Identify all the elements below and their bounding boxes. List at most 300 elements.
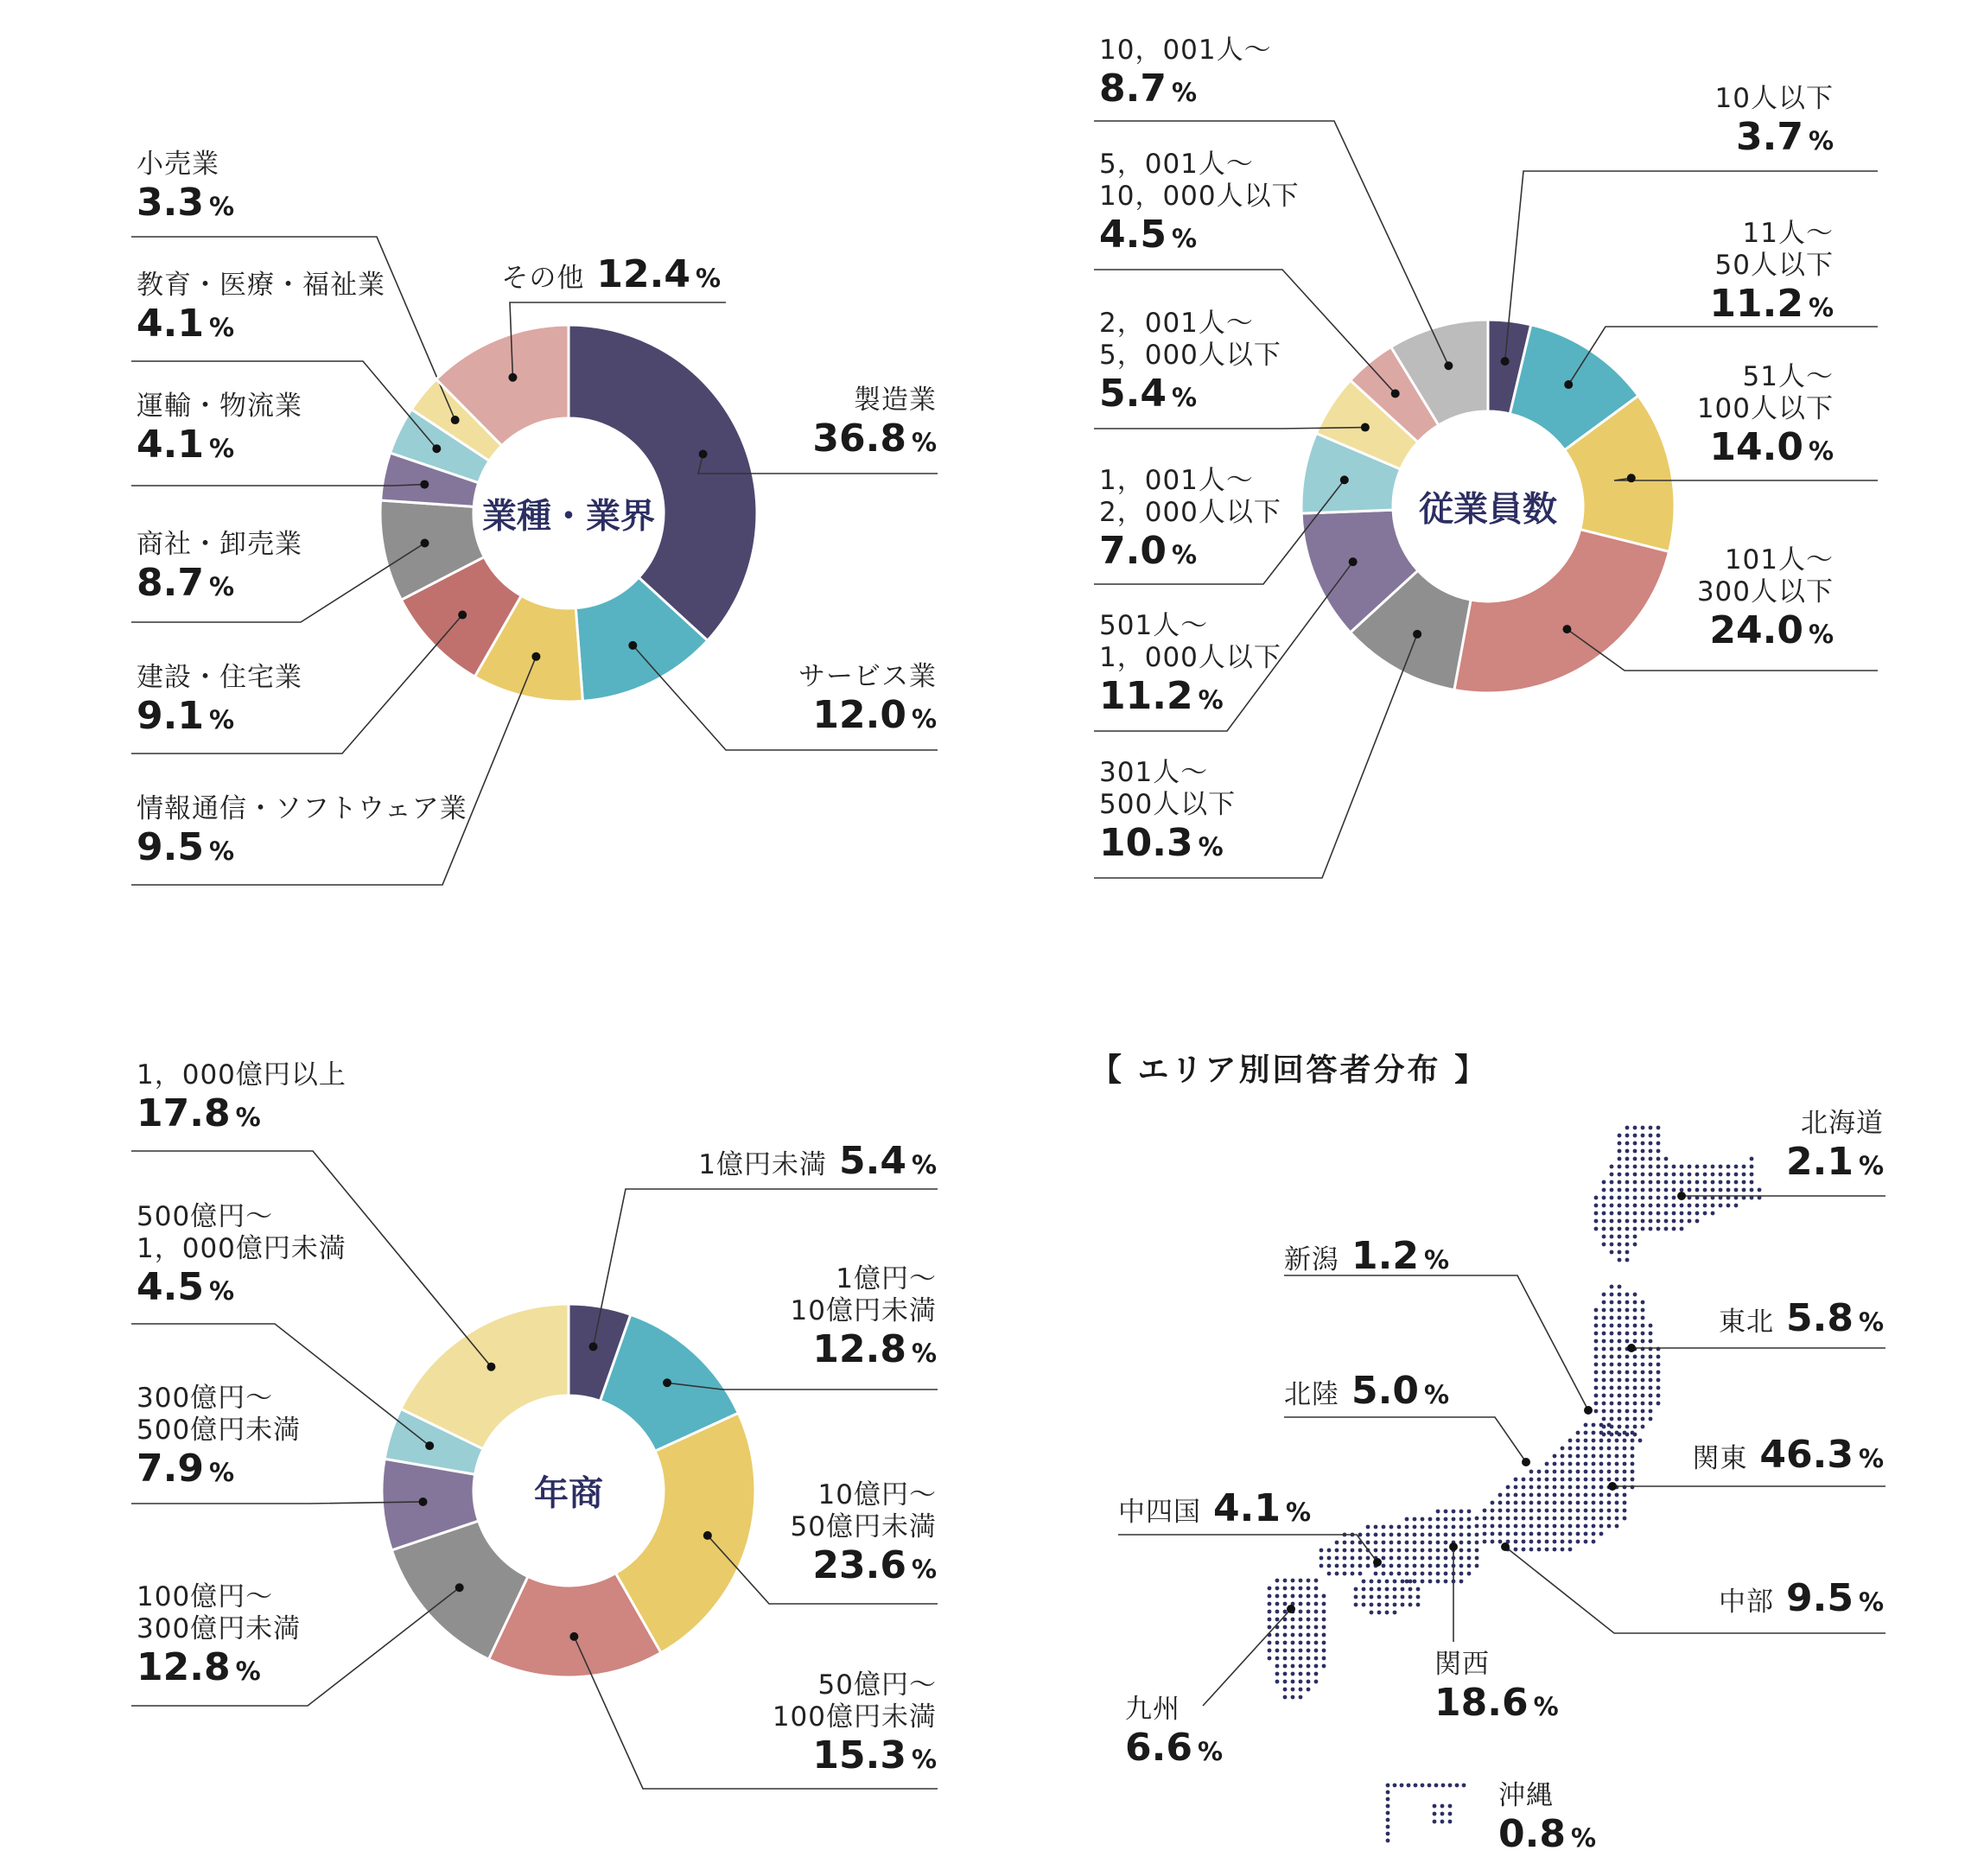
map-dot bbox=[1672, 1204, 1676, 1208]
map-dot bbox=[1545, 1462, 1549, 1466]
map-dot bbox=[1610, 1324, 1614, 1328]
map-dot bbox=[1459, 1510, 1464, 1514]
leader-dot bbox=[703, 1531, 712, 1540]
map-dot bbox=[1703, 1211, 1707, 1216]
map-dot bbox=[1351, 1556, 1355, 1561]
map-dot bbox=[1522, 1509, 1526, 1513]
segment-category: その他 bbox=[501, 263, 585, 294]
map-dot bbox=[1291, 1672, 1295, 1676]
map-dot bbox=[1335, 1548, 1339, 1553]
segment-category: 情報通信・ソフトウェア業 bbox=[137, 793, 467, 824]
map-dot bbox=[1506, 1485, 1510, 1490]
map-dot bbox=[1592, 1462, 1596, 1466]
map-dot bbox=[1657, 1134, 1661, 1138]
map-dot bbox=[1314, 1664, 1319, 1669]
map-dot bbox=[1633, 1126, 1637, 1130]
segment-label bbox=[137, 793, 467, 871]
map-dot bbox=[1742, 1188, 1746, 1192]
map-dot bbox=[1561, 1532, 1565, 1536]
map-dot bbox=[1314, 1618, 1319, 1622]
segment-label bbox=[812, 385, 937, 462]
map-dot bbox=[1553, 1485, 1557, 1490]
map-dot bbox=[1545, 1524, 1549, 1529]
map-dot bbox=[1362, 1587, 1366, 1592]
map-dot bbox=[1522, 1548, 1526, 1552]
map-dot bbox=[1615, 1501, 1619, 1505]
map-dot bbox=[1327, 1548, 1332, 1553]
map-dot bbox=[1672, 1188, 1676, 1192]
leader-dot bbox=[508, 373, 517, 382]
leader-line bbox=[131, 485, 424, 486]
map-dot bbox=[1268, 1610, 1272, 1614]
map-dot bbox=[1299, 1672, 1303, 1676]
map-dot bbox=[1607, 1423, 1612, 1428]
segment-label bbox=[137, 662, 302, 740]
map-dot bbox=[1397, 1572, 1402, 1576]
map-dot bbox=[1680, 1227, 1684, 1231]
map-dot bbox=[1657, 1149, 1661, 1154]
map-dot bbox=[1319, 1548, 1324, 1553]
map-dot bbox=[1475, 1517, 1479, 1521]
map-dot bbox=[1649, 1339, 1653, 1344]
map-dot bbox=[1602, 1332, 1606, 1336]
map-dot bbox=[1568, 1478, 1573, 1482]
map-dot bbox=[1618, 1243, 1622, 1247]
map-dot bbox=[1633, 1141, 1637, 1146]
map-dot bbox=[1319, 1556, 1324, 1561]
map-dot bbox=[1594, 1394, 1599, 1398]
segment-label bbox=[1099, 35, 1272, 112]
map-dot bbox=[1695, 1211, 1700, 1216]
map-dot bbox=[1397, 1564, 1402, 1568]
leader-dot bbox=[1391, 389, 1400, 397]
map-dot bbox=[1428, 1533, 1433, 1537]
segment-category: 500億円～ 1，000億円未満 bbox=[137, 1201, 347, 1265]
segment-category: 商社・卸売業 bbox=[137, 529, 302, 560]
leader-dot bbox=[486, 1363, 495, 1371]
map-dot bbox=[1351, 1564, 1355, 1568]
map-dot bbox=[1584, 1532, 1588, 1536]
map-dot bbox=[1695, 1204, 1700, 1208]
map-dot bbox=[1553, 1478, 1557, 1482]
map-dot bbox=[1649, 1402, 1653, 1406]
map-dot bbox=[1576, 1493, 1580, 1498]
region-label bbox=[1498, 1780, 1596, 1858]
map-dot bbox=[1625, 1386, 1630, 1390]
map-dot bbox=[1393, 1603, 1397, 1607]
map-dot bbox=[1734, 1204, 1739, 1208]
donut-center-title: 従業員数 bbox=[1419, 489, 1557, 530]
map-dot bbox=[1594, 1196, 1599, 1200]
map-dot bbox=[1649, 1204, 1653, 1208]
map-dot bbox=[1343, 1541, 1347, 1545]
map-dot bbox=[1314, 1602, 1319, 1606]
leader-dot bbox=[420, 480, 429, 489]
map-dot bbox=[1695, 1219, 1700, 1224]
map-dot bbox=[1275, 1649, 1280, 1653]
map-dot bbox=[1602, 1394, 1606, 1398]
map-dot bbox=[1607, 1517, 1612, 1521]
map-dot bbox=[1649, 1332, 1653, 1336]
map-dot bbox=[1599, 1423, 1604, 1428]
map-dot bbox=[1657, 1394, 1661, 1398]
map-dot bbox=[1576, 1532, 1580, 1536]
map-dot bbox=[1615, 1454, 1619, 1459]
map-dot bbox=[1275, 1641, 1280, 1645]
map-dot bbox=[1688, 1165, 1692, 1169]
map-dot bbox=[1307, 1594, 1311, 1599]
leader-dot bbox=[1349, 557, 1358, 566]
map-dot bbox=[1664, 1188, 1669, 1192]
map-dot bbox=[1358, 1548, 1363, 1553]
map-dot bbox=[1641, 1386, 1645, 1390]
map-dot bbox=[1607, 1431, 1612, 1435]
leader-dot bbox=[531, 652, 540, 661]
map-dot bbox=[1638, 1439, 1643, 1443]
map-dot bbox=[1607, 1501, 1612, 1505]
map-dot bbox=[1657, 1204, 1661, 1208]
map-dot bbox=[1322, 1641, 1326, 1645]
map-dot bbox=[1633, 1355, 1637, 1359]
segment-label bbox=[791, 1479, 937, 1589]
map-dot bbox=[1602, 1355, 1606, 1359]
map-dot bbox=[1592, 1439, 1596, 1443]
map-dot bbox=[1584, 1439, 1588, 1443]
map-dot bbox=[1641, 1378, 1645, 1383]
segment-category: 301人～ 500人以下 bbox=[1099, 757, 1237, 821]
map-dot bbox=[1641, 1339, 1645, 1344]
map-dot bbox=[1618, 1332, 1622, 1336]
map-dot bbox=[1314, 1649, 1319, 1653]
map-dot bbox=[1354, 1595, 1358, 1599]
map-dot bbox=[1641, 1211, 1645, 1216]
map-dot bbox=[1584, 1493, 1588, 1498]
map-dot bbox=[1491, 1532, 1495, 1536]
map-dot bbox=[1615, 1478, 1619, 1482]
map-dot bbox=[1299, 1610, 1303, 1614]
map-dot bbox=[1491, 1524, 1495, 1529]
map-dot bbox=[1291, 1594, 1295, 1599]
map-dot bbox=[1389, 1525, 1394, 1529]
map-dot bbox=[1615, 1470, 1619, 1474]
map-dot bbox=[1584, 1485, 1588, 1490]
segment-label bbox=[137, 1201, 347, 1311]
map-dot bbox=[1618, 1417, 1622, 1421]
map-dot bbox=[1610, 1173, 1614, 1177]
map-dot bbox=[1610, 1180, 1614, 1185]
map-dot bbox=[1529, 1517, 1534, 1521]
segment-value: 23.6 % bbox=[812, 1543, 937, 1588]
map-dot bbox=[1625, 1211, 1630, 1216]
region-name: 中四国 bbox=[1118, 1497, 1201, 1528]
map-dot bbox=[1374, 1533, 1378, 1537]
map-dot bbox=[1711, 1180, 1715, 1185]
map-dot bbox=[1275, 1610, 1280, 1614]
segment-category: 100億円～ 300億円未満 bbox=[137, 1581, 302, 1645]
region-label bbox=[1284, 1369, 1449, 1415]
map-dot bbox=[1703, 1204, 1707, 1208]
map-dot bbox=[1592, 1524, 1596, 1529]
map-dot bbox=[1703, 1188, 1707, 1192]
map-dot bbox=[1268, 1587, 1272, 1591]
map-dot bbox=[1625, 1339, 1630, 1344]
leader-dot bbox=[589, 1342, 598, 1351]
map-dot bbox=[1529, 1493, 1534, 1498]
segment-label bbox=[1709, 218, 1834, 328]
map-dot bbox=[1618, 1204, 1622, 1208]
map-dot bbox=[1649, 1141, 1653, 1146]
map-dot bbox=[1625, 1363, 1630, 1367]
map-dot bbox=[1576, 1501, 1580, 1505]
map-dot bbox=[1283, 1579, 1288, 1583]
map-dot bbox=[1370, 1587, 1374, 1592]
map-dot bbox=[1657, 1157, 1661, 1161]
map-dot bbox=[1615, 1509, 1619, 1513]
map-dot bbox=[1584, 1470, 1588, 1474]
map-dot bbox=[1283, 1594, 1288, 1599]
map-dot bbox=[1680, 1204, 1684, 1208]
map-dot bbox=[1618, 1300, 1622, 1305]
segment-label bbox=[501, 252, 721, 298]
map-dot bbox=[1385, 1587, 1389, 1592]
map-dot bbox=[1351, 1541, 1355, 1545]
segment-category: 50億円～ 100億円未満 bbox=[772, 1669, 937, 1733]
map-dot bbox=[1633, 1188, 1637, 1192]
map-dot bbox=[1382, 1541, 1386, 1545]
map-dot bbox=[1537, 1548, 1542, 1552]
map-dot bbox=[1602, 1243, 1606, 1247]
map-dot bbox=[1498, 1509, 1503, 1513]
segment-category: 10，001人～ bbox=[1099, 35, 1272, 66]
map-dot bbox=[1483, 1540, 1487, 1544]
map-dot bbox=[1393, 1784, 1397, 1788]
map-dot bbox=[1405, 1556, 1409, 1561]
map-dot bbox=[1625, 1165, 1630, 1169]
map-dot bbox=[1594, 1363, 1599, 1367]
map-dot bbox=[1514, 1493, 1518, 1498]
map-dot bbox=[1358, 1572, 1363, 1576]
map-dot bbox=[1618, 1293, 1622, 1297]
map-dot bbox=[1625, 1409, 1630, 1414]
map-dot bbox=[1436, 1556, 1440, 1561]
segment-label bbox=[773, 1669, 937, 1779]
segment-value: 11.2 % bbox=[1099, 674, 1224, 719]
map-dot bbox=[1299, 1641, 1303, 1645]
map-dot bbox=[1467, 1548, 1472, 1553]
map-dot bbox=[1664, 1211, 1669, 1216]
segment-value: 8.7 % bbox=[1099, 67, 1198, 111]
map-dot bbox=[1625, 1293, 1630, 1297]
map-dot bbox=[1385, 1595, 1389, 1599]
map-dot bbox=[1498, 1524, 1503, 1529]
segment-category: 101人～ 300人以下 bbox=[1696, 544, 1834, 608]
map-dot bbox=[1688, 1211, 1692, 1216]
map-dot bbox=[1467, 1510, 1472, 1514]
map-dot bbox=[1602, 1386, 1606, 1390]
map-dot bbox=[1421, 1548, 1425, 1553]
region-value: 46.3 % bbox=[1759, 1433, 1884, 1477]
map-dot bbox=[1389, 1564, 1394, 1568]
map-dot bbox=[1283, 1695, 1288, 1700]
map-dot bbox=[1444, 1533, 1448, 1537]
map-dot bbox=[1625, 1188, 1630, 1192]
map-leader-dot bbox=[1501, 1542, 1510, 1551]
map-dot bbox=[1610, 1386, 1614, 1390]
map-dot bbox=[1623, 1517, 1627, 1521]
map-dot bbox=[1529, 1470, 1534, 1474]
map-dot bbox=[1416, 1603, 1421, 1607]
map-dot bbox=[1641, 1363, 1645, 1367]
leader-dot bbox=[1501, 357, 1510, 366]
map-dot bbox=[1594, 1219, 1599, 1224]
map-dot bbox=[1641, 1409, 1645, 1414]
map-dot bbox=[1695, 1165, 1700, 1169]
map-dot bbox=[1633, 1219, 1637, 1224]
map-dot bbox=[1343, 1564, 1347, 1568]
map-dot bbox=[1664, 1204, 1669, 1208]
leader-dot bbox=[1413, 630, 1421, 639]
map-dot bbox=[1291, 1625, 1295, 1630]
map-dot bbox=[1314, 1657, 1319, 1661]
map-dot bbox=[1448, 1784, 1453, 1788]
map-dot bbox=[1610, 1332, 1614, 1336]
map-dot bbox=[1618, 1363, 1622, 1367]
map-dot bbox=[1498, 1517, 1503, 1521]
map-dot bbox=[1322, 1657, 1326, 1661]
map-dot bbox=[1742, 1173, 1746, 1177]
map-dot bbox=[1618, 1347, 1622, 1351]
map-dot bbox=[1413, 1564, 1417, 1568]
segment-category: 300億円～ 500億円未満 bbox=[137, 1383, 302, 1447]
map-dot bbox=[1641, 1324, 1645, 1328]
map-dot bbox=[1594, 1324, 1599, 1328]
segment-value: 4.5 % bbox=[1099, 213, 1198, 258]
map-dot bbox=[1561, 1493, 1565, 1498]
segment-label bbox=[137, 529, 302, 607]
map-dot bbox=[1537, 1532, 1542, 1536]
map-dot bbox=[1618, 1227, 1622, 1231]
map-dot bbox=[1641, 1300, 1645, 1305]
segment-value: 5.4 % bbox=[838, 1139, 937, 1183]
map-dot bbox=[1568, 1462, 1573, 1466]
map-dot bbox=[1414, 1784, 1418, 1788]
map-dot bbox=[1428, 1564, 1433, 1568]
map-dot bbox=[1602, 1235, 1606, 1239]
segment-category: 1億円～ 10億円未満 bbox=[790, 1263, 937, 1327]
map-dot bbox=[1610, 1339, 1614, 1344]
map-dot bbox=[1545, 1470, 1549, 1474]
map-dot bbox=[1641, 1173, 1645, 1177]
map-dot bbox=[1592, 1493, 1596, 1498]
map-dot bbox=[1561, 1470, 1565, 1474]
map-dot bbox=[1413, 1580, 1417, 1584]
map-title: 【 エリア別回答者分布 】 bbox=[1091, 1052, 1489, 1088]
map-dot bbox=[1436, 1564, 1440, 1568]
map-dot bbox=[1382, 1548, 1386, 1553]
segment-category: 1，001人～ 2，000人以下 bbox=[1099, 465, 1281, 529]
map-dot bbox=[1545, 1485, 1549, 1490]
map-dot bbox=[1299, 1657, 1303, 1661]
region-label bbox=[1118, 1486, 1311, 1532]
map-dot bbox=[1657, 1370, 1661, 1375]
map-dot bbox=[1649, 1196, 1653, 1200]
map-dot bbox=[1633, 1180, 1637, 1185]
map-dot bbox=[1322, 1625, 1326, 1630]
map-dot bbox=[1401, 1580, 1405, 1584]
map-dot bbox=[1506, 1532, 1510, 1536]
map-dot bbox=[1275, 1579, 1280, 1583]
map-dot bbox=[1576, 1462, 1580, 1466]
map-dot bbox=[1623, 1501, 1627, 1505]
map-dot bbox=[1623, 1493, 1627, 1498]
map-dot bbox=[1576, 1478, 1580, 1482]
map-dot bbox=[1649, 1394, 1653, 1398]
map-dot bbox=[1602, 1370, 1606, 1375]
region-value: 4.1 % bbox=[1213, 1486, 1312, 1530]
map-dot bbox=[1529, 1524, 1534, 1529]
map-dot bbox=[1568, 1540, 1573, 1544]
map-dot bbox=[1610, 1188, 1614, 1192]
map-dot bbox=[1275, 1633, 1280, 1638]
map-dot bbox=[1599, 1470, 1604, 1474]
segment-label bbox=[791, 1263, 937, 1373]
donut-center-title: 年商 bbox=[534, 1473, 603, 1514]
map-dot bbox=[1641, 1204, 1645, 1208]
map-dot bbox=[1444, 1510, 1448, 1514]
map-dot bbox=[1625, 1402, 1630, 1406]
map-dot bbox=[1362, 1603, 1366, 1607]
map-dot bbox=[1594, 1386, 1599, 1390]
map-dot bbox=[1393, 1595, 1397, 1599]
map-dot bbox=[1602, 1180, 1606, 1185]
map-dot bbox=[1592, 1454, 1596, 1459]
map-dot bbox=[1672, 1173, 1676, 1177]
segment-label bbox=[1099, 610, 1281, 720]
map-dot bbox=[1641, 1219, 1645, 1224]
segment-label bbox=[137, 1581, 301, 1691]
map-dot bbox=[1618, 1149, 1622, 1154]
map-dot bbox=[1594, 1332, 1599, 1336]
map-dot bbox=[1401, 1603, 1405, 1607]
map-dot bbox=[1268, 1594, 1272, 1599]
map-dot bbox=[1594, 1339, 1599, 1344]
map-dot bbox=[1633, 1149, 1637, 1154]
segment-category: 製造業 bbox=[854, 385, 937, 416]
map-dot bbox=[1299, 1680, 1303, 1684]
map-dot bbox=[1568, 1439, 1573, 1443]
map-dot bbox=[1633, 1316, 1637, 1320]
map-dot bbox=[1602, 1417, 1606, 1421]
map-dot bbox=[1618, 1165, 1622, 1169]
region-name: 北海道 bbox=[1801, 1108, 1884, 1139]
map-dot bbox=[1561, 1517, 1565, 1521]
map-dot bbox=[1672, 1196, 1676, 1200]
map-dot bbox=[1436, 1580, 1440, 1584]
map-dot bbox=[1625, 1250, 1630, 1255]
map-dot bbox=[1283, 1641, 1288, 1645]
map-dot bbox=[1561, 1485, 1565, 1490]
map-dot bbox=[1561, 1501, 1565, 1505]
map-dot bbox=[1514, 1548, 1518, 1552]
map-dot bbox=[1409, 1595, 1413, 1599]
map-dot bbox=[1514, 1478, 1518, 1482]
map-dot bbox=[1291, 1633, 1295, 1638]
map-dot bbox=[1657, 1165, 1661, 1169]
map-dot bbox=[1405, 1548, 1409, 1553]
map-dot bbox=[1592, 1501, 1596, 1505]
map-dot bbox=[1322, 1633, 1326, 1638]
map-dot bbox=[1672, 1165, 1676, 1169]
